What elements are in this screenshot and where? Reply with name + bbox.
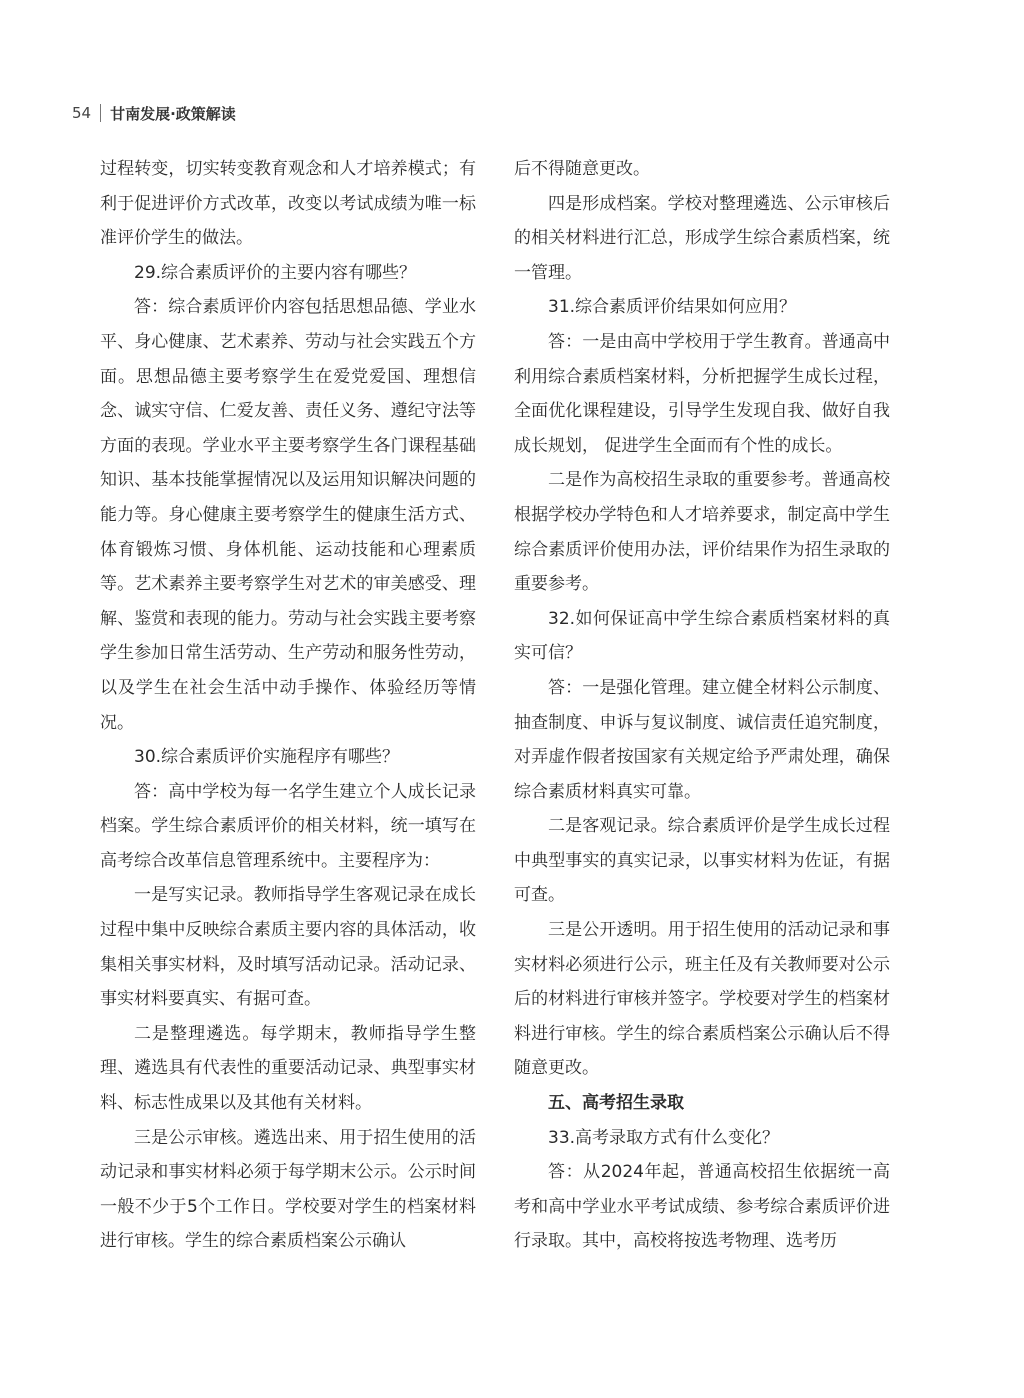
paragraph: 四是形成档案。学校对整理遴选、公示审核后的相关材料进行汇总，形成学生综合素质档案，统一管理。 bbox=[514, 193, 890, 283]
paragraph: 答：高中学校为每一名学生建立个人成长记录档案。学生综合素质评价的相关材料，统一填写在高考综合改革信息管理系统中。主要程序为： bbox=[100, 781, 476, 871]
section-title: 甘南发展·政策解读 bbox=[110, 104, 236, 123]
paragraph: 答：综合素质评价内容包括思想品德、学业水平、身心健康、艺术素养、劳动与社会实践五个方面。思想品德主要考察学生在爱党爱国、理想信念、诚实守信、仁爱友善、责任义务、遵纪守法等方面的表现。学业水平主要考察学生各门课程基础知识、基本技能掌握情况以及运用知识解决问题的能力等。身心健康主要考察学生的健康生活方式、体育锻炼习惯、身体机能、运动技能和心理素质等。艺术素养主要考察学生对艺术的审美感受、理解、鉴赏和表现的能力。劳动与社会实践主要考察学生参加日常生活劳动、生产劳动和服务性劳动，以及学生在社会生活中动手操作、体验经历等情况。 bbox=[100, 297, 476, 733]
paragraph: 二是客观记录。综合素质评价是学生成长过程中典型事实的真实记录，以事实材料为佐证，有据可查。 bbox=[514, 816, 890, 906]
paragraph: 答：一是强化管理。建立健全材料公示制度、抽查制度、申诉与复议制度、诚信责任追究制度，对弄虚作假者按国家有关规定给予严肃处理，确保综合素质材料真实可靠。 bbox=[514, 677, 890, 802]
paragraph: 答：一是由高中学校用于学生教育。普通高中利用综合素质档案材料，分析把握学生成长过程，全面优化课程建设，引导学生发现自我、做好自我成长规划， 促进学生全面而有个性的成长。 bbox=[514, 331, 890, 456]
paragraph: 后不得随意更改。 bbox=[514, 159, 650, 179]
paragraph: 二是作为高校招生录取的重要参考。普通高校根据学校办学特色和人才培养要求，制定高中学生综合素质评价使用办法，评价结果作为招生录取的重要参考。 bbox=[514, 470, 890, 595]
section-heading: 五、高考招生录取 bbox=[548, 1093, 684, 1114]
page-header bbox=[72, 100, 236, 126]
question-heading: 32.如何保证高中学生综合素质档案材料的真实可信？ bbox=[514, 608, 890, 664]
left-column bbox=[100, 152, 476, 1259]
question-heading: 33.高考录取方式有什么变化？ bbox=[548, 1127, 780, 1148]
page-number: 54 bbox=[72, 104, 92, 122]
paragraph: 过程转变，切实转变教育观念和人才培养模式；有利于促进评价方式改革，改变以考试成绩为唯一标准评价学生的做法。 bbox=[100, 159, 476, 249]
right-column bbox=[514, 152, 890, 1259]
question-heading: 31.综合素质评价结果如何应用？ bbox=[548, 297, 797, 318]
paragraph: 一是写实记录。教师指导学生客观记录在成长过程中集中反映综合素质主要内容的具体活动，收集相关事实材料，及时填写活动记录。活动记录、事实材料要真实、有据可查。 bbox=[100, 885, 476, 1010]
paragraph: 三是公示审核。遴选出来、用于招生使用的活动记录和事实材料必须于每学期末公示。公示时间一般不少于5个工作日。学校要对学生的档案材料进行审核。学生的综合素质档案公示确认 bbox=[100, 1127, 476, 1252]
paragraph: 答：从2024年起，普通高校招生依据统一高考和高中学业水平考试成绩、参考综合素质评价进行录取。其中，高校将按选考物理、选考历 bbox=[514, 1162, 890, 1252]
paragraph: 三是公开透明。用于招生使用的活动记录和事实材料必须进行公示，班主任及有关教师要对公示后的材料进行审核并签字。学校要对学生的档案材料进行审核。学生的综合素质档案公示确认后不得随意更改。 bbox=[514, 920, 890, 1079]
question-heading: 29.综合素质评价的主要内容有哪些？ bbox=[134, 262, 417, 283]
question-heading: 30.综合素质评价实施程序有哪些？ bbox=[134, 747, 400, 768]
header-divider bbox=[100, 104, 101, 122]
paragraph: 二是整理遴选。每学期末，教师指导学生整理、遴选具有代表性的重要活动记录、典型事实材料、标志性成果以及其他有关材料。 bbox=[100, 1023, 476, 1114]
